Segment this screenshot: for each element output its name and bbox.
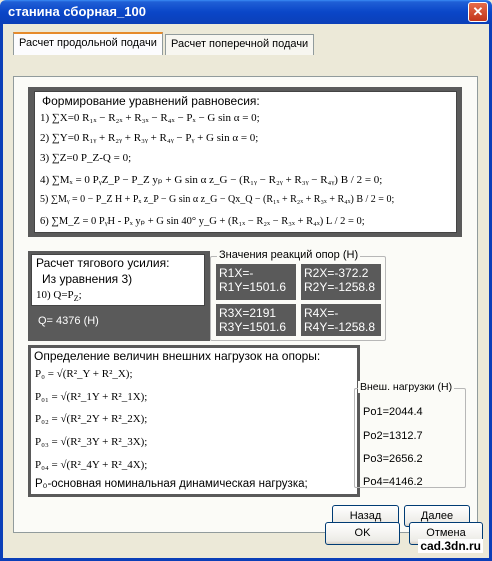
traction-box (31, 254, 205, 306)
external-loads-group (354, 381, 466, 488)
reaction-value: R3Y=1501.6 (219, 320, 287, 334)
loads-title: Определение величин внешних нагрузок на опоры: (34, 349, 321, 363)
reaction-cell-r4 (301, 304, 381, 336)
equation-row: 2) ∑Y=0 R₁ᵧ + R₂ᵧ + R₃ᵧ + R₄ᵧ − Pᵧ + G sin α = 0; (40, 132, 259, 144)
window-title: станина сборная_100 (8, 4, 146, 19)
load-formula: P₀₂ = √(R²_2Y + R²_2X); (35, 413, 148, 425)
equations-title: Формирование уравнений равновесия: (42, 94, 260, 108)
tab-label: Расчет поперечной подачи (171, 38, 309, 50)
reaction-value: R4Y=-1258.8 (304, 320, 376, 334)
next-button[interactable]: Далее (404, 505, 470, 527)
traction-result: Q= 4376 (H) (38, 315, 99, 327)
loads-box (31, 348, 357, 494)
reaction-value: R1Y=1501.6 (219, 280, 287, 294)
equation-row: 5) ∑Mᵧ = 0 − P_Z H + Pₓ z_P − G sin α z_G − Qx_Q − (R₁ₓ + R₂ₓ + R₃ₓ + R₄ₓ) B / 2 = 0; (40, 194, 395, 205)
load-formula: P₀₄ = √(R²_4Y + R²_4X); (35, 459, 148, 471)
window-titlebar (0, 0, 492, 24)
tab-panel (13, 76, 478, 533)
reactions-title: Значения реакций опор (H) (219, 249, 359, 261)
window-body (0, 24, 492, 561)
tab-longitudinal-feed[interactable] (13, 32, 163, 55)
traction-panel (28, 251, 210, 341)
external-load-value: Po3=2656.2 (363, 453, 423, 465)
ok-button[interactable]: OK (325, 522, 400, 545)
equation-row: 3) ∑Z=0 P_Z-Q = 0; (40, 152, 132, 164)
tab-label: Расчет продольной подачи (19, 37, 157, 49)
cancel-button[interactable]: Отмена (409, 522, 483, 545)
equation-row: 6) ∑M_Z = 0 PᵧH - Pₓ yₚ + G sin 40° y_G + (R₁ₓ − R₂ₓ − R₃ₓ + R₄ₓ) L / 2 = 0; (40, 216, 365, 227)
external-loads-title: Внеш. нагрузки (H) (360, 381, 453, 393)
external-load-value: Po4=4146.2 (363, 476, 423, 488)
reaction-value: R1X=- (219, 266, 254, 280)
watermark: cad.3dn.ru (420, 539, 481, 553)
traction-title: Расчет тягового усилия: (36, 256, 170, 270)
load-formula: P₀ = √(R²_Y + R²_X); (35, 368, 133, 380)
back-button[interactable]: Назад (332, 505, 399, 527)
load-formula: P₀₁ = √(R²_1Y + R²_1X); (35, 391, 148, 403)
equation-row: 1) ∑X=0 R₁ₓ − R₂ₓ + R₃ₓ − R₄ₓ − Pₓ − G sin α = 0; (40, 112, 260, 124)
tab-transverse-feed[interactable] (165, 34, 314, 55)
equation-row: 4) ∑Mₓ = 0 PᵧZ_P − P_Z yₚ + G sin α z_G − (R₁ᵧ − R₂ᵧ + R₃ᵧ − R₄ᵧ) B / 2 = 0; (40, 174, 383, 186)
equations-panel (28, 87, 462, 237)
reaction-cell-r2 (301, 264, 381, 300)
reaction-value: R4X=- (304, 306, 339, 320)
reaction-value: R3X=2191 (219, 306, 277, 320)
reactions-group (210, 249, 386, 341)
close-icon[interactable]: ✕ (468, 2, 488, 22)
traction-subtitle: Из уравнения 3) (42, 272, 133, 286)
reaction-value: R2X=-372.2 (304, 266, 369, 280)
external-load-value: Po2=1312.7 (363, 430, 423, 442)
equations-box (34, 91, 457, 233)
reaction-cell-r1 (216, 264, 296, 300)
load-formula: P₀₃ = √(R²_3Y + R²_3X); (35, 436, 148, 448)
load-note: P₀-основная номинальная динамическая нагрузка; (35, 478, 308, 490)
reaction-value: R2Y=-1258.8 (304, 280, 376, 294)
external-load-value: Po1=2044.4 (363, 406, 423, 418)
traction-equation: 10) $Q=P_Z$; (36, 289, 82, 304)
reaction-cell-r3 (216, 304, 296, 336)
loads-panel (28, 345, 360, 497)
